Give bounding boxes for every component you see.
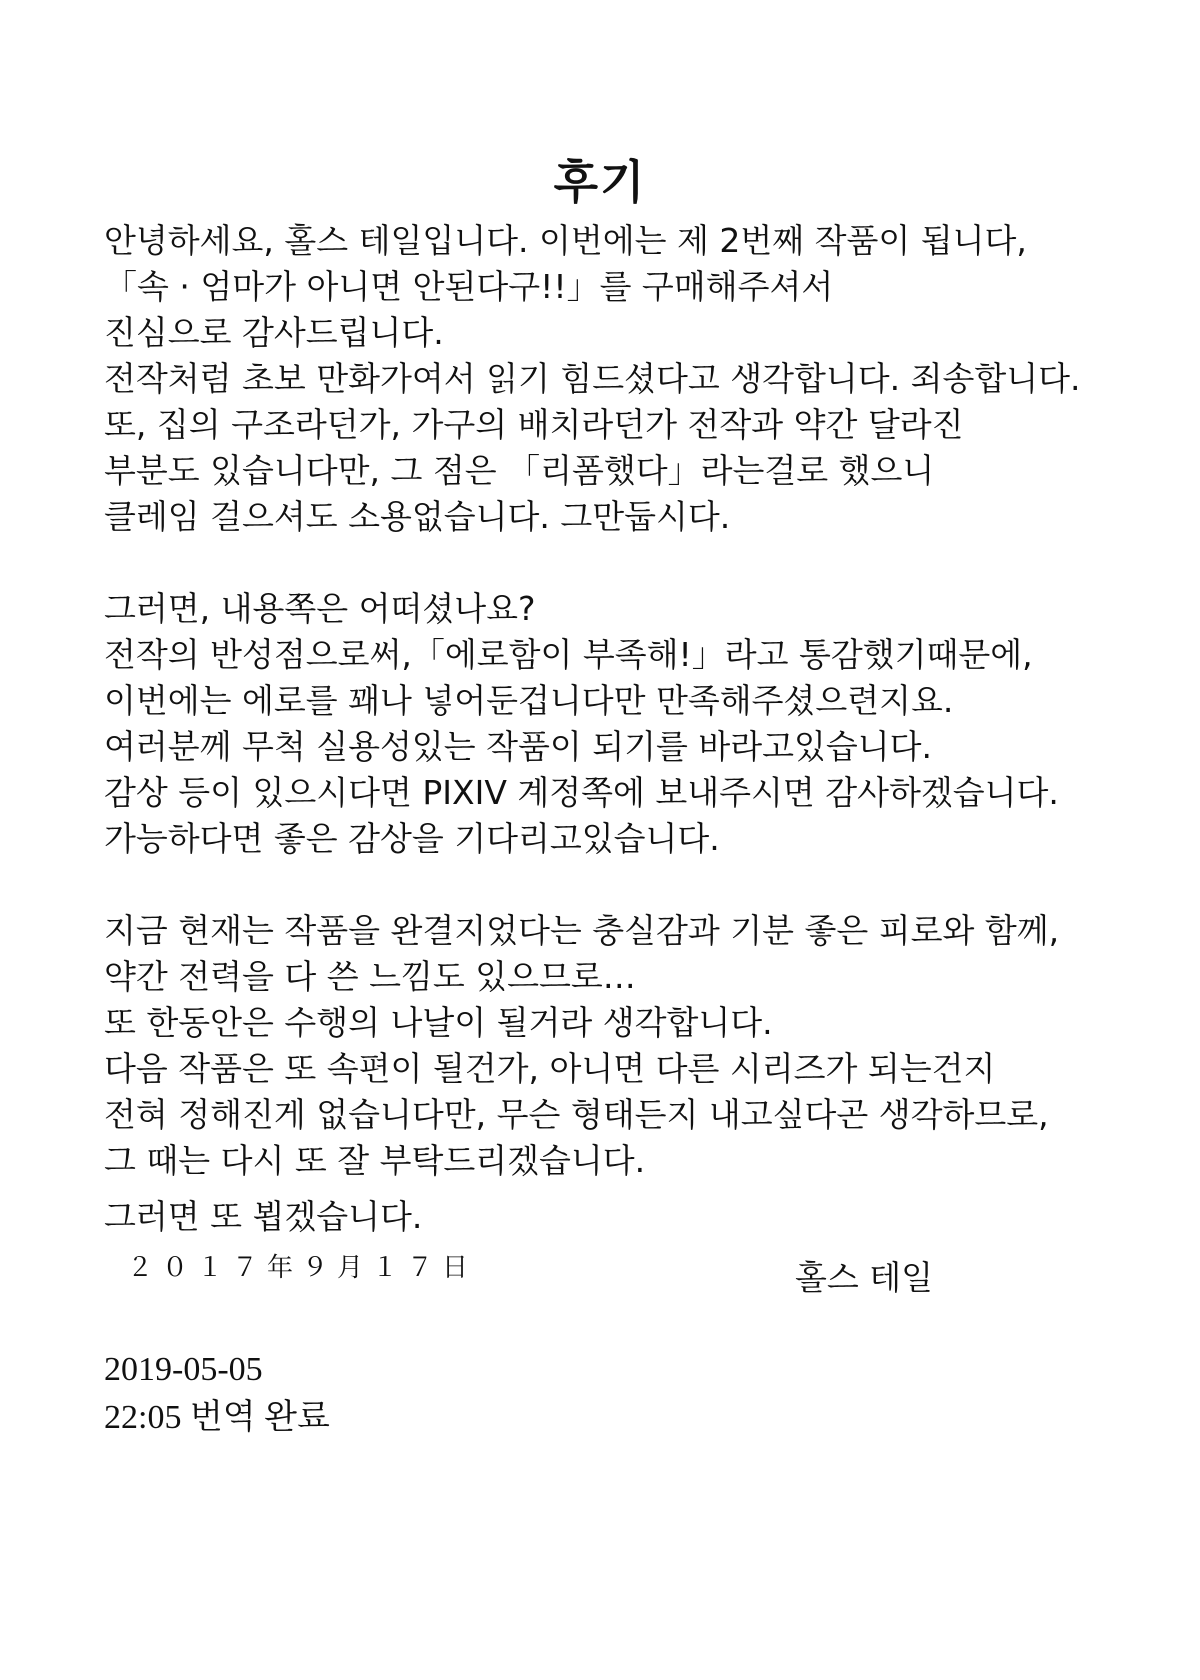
text-line: 가능하다면 좋은 감상을 기다리고있습니다.	[104, 819, 720, 858]
paragraph-future	[104, 908, 1104, 1184]
closing-line: 그러면 또 뵙겠습니다.	[104, 1197, 423, 1236]
translator-status: 22:05 번역 완료	[104, 1399, 330, 1436]
afterword-body	[104, 218, 1104, 1230]
translator-note	[104, 1346, 330, 1442]
text-line: 지금 현재는 작품을 완결지었다는 충실감과 기분 좋은 피로와 함께,	[104, 911, 1060, 950]
written-date: ２０１７年９月１７日	[127, 1253, 478, 1283]
text-line: 또, 집의 구조라던가, 가구의 배치라던가 전작과 약간 달라진	[104, 405, 964, 444]
closing-block	[104, 1194, 1104, 1240]
text-line: 전작처럼 초보 만화가여서 읽기 힘드셨다고 생각합니다. 죄송합니다.	[104, 359, 1081, 398]
text-line: 안녕하세요, 홀스 테일입니다. 이번에는 제 2번째 작품이 됩니다,	[104, 221, 1027, 260]
text-line: 그 때는 다시 또 잘 부탁드리겠습니다.	[104, 1141, 646, 1180]
text-line: 다음 작품은 또 속편이 될건가, 아니면 다른 시리즈가 되는건지	[104, 1049, 996, 1088]
translator-date: 2019-05-05	[104, 1351, 263, 1388]
text-line: 감상 등이 있으시다면 PIXIV 계정쪽에 보내주시면 감사하겠습니다.	[104, 773, 1059, 812]
author-name: 홀스 테일	[795, 1258, 934, 1297]
text-line: 전작의 반성점으로써,「에로함이 부족해!」라고 통감했기때문에,	[104, 635, 1033, 674]
text-line: 「속 · 엄마가 아니면 안된다구!!」를 구매해주셔서	[104, 267, 834, 306]
paragraph-content	[104, 586, 1104, 862]
text-line: 부분도 있습니다만, 그 점은 「리폼했다」라는걸로 했으니	[104, 451, 935, 490]
paragraph-greeting	[104, 218, 1104, 540]
text-line: 전혀 정해진게 없습니다만, 무슨 형태든지 내고싶다곤 생각하므로,	[104, 1095, 1049, 1134]
text-line: 진심으로 감사드립니다.	[104, 313, 444, 352]
text-line: 여러분께 무척 실용성있는 작품이 되기를 바라고있습니다.	[104, 727, 933, 766]
text-line: 이번에는 에로를 꽤나 넣어둔겁니다만 만족해주셨으련지요.	[104, 681, 954, 720]
text-line: 또 한동안은 수행의 나날이 될거라 생각합니다.	[104, 1003, 773, 1042]
text-line: 클레임 걸으셔도 소용없습니다. 그만둡시다.	[104, 497, 731, 536]
page-title: 후기	[553, 155, 647, 209]
text-line: 그러면, 내용쪽은 어떠셨나요?	[104, 589, 536, 628]
text-line: 약간 전력을 다 쓴 느낌도 있으므로…	[104, 957, 636, 996]
